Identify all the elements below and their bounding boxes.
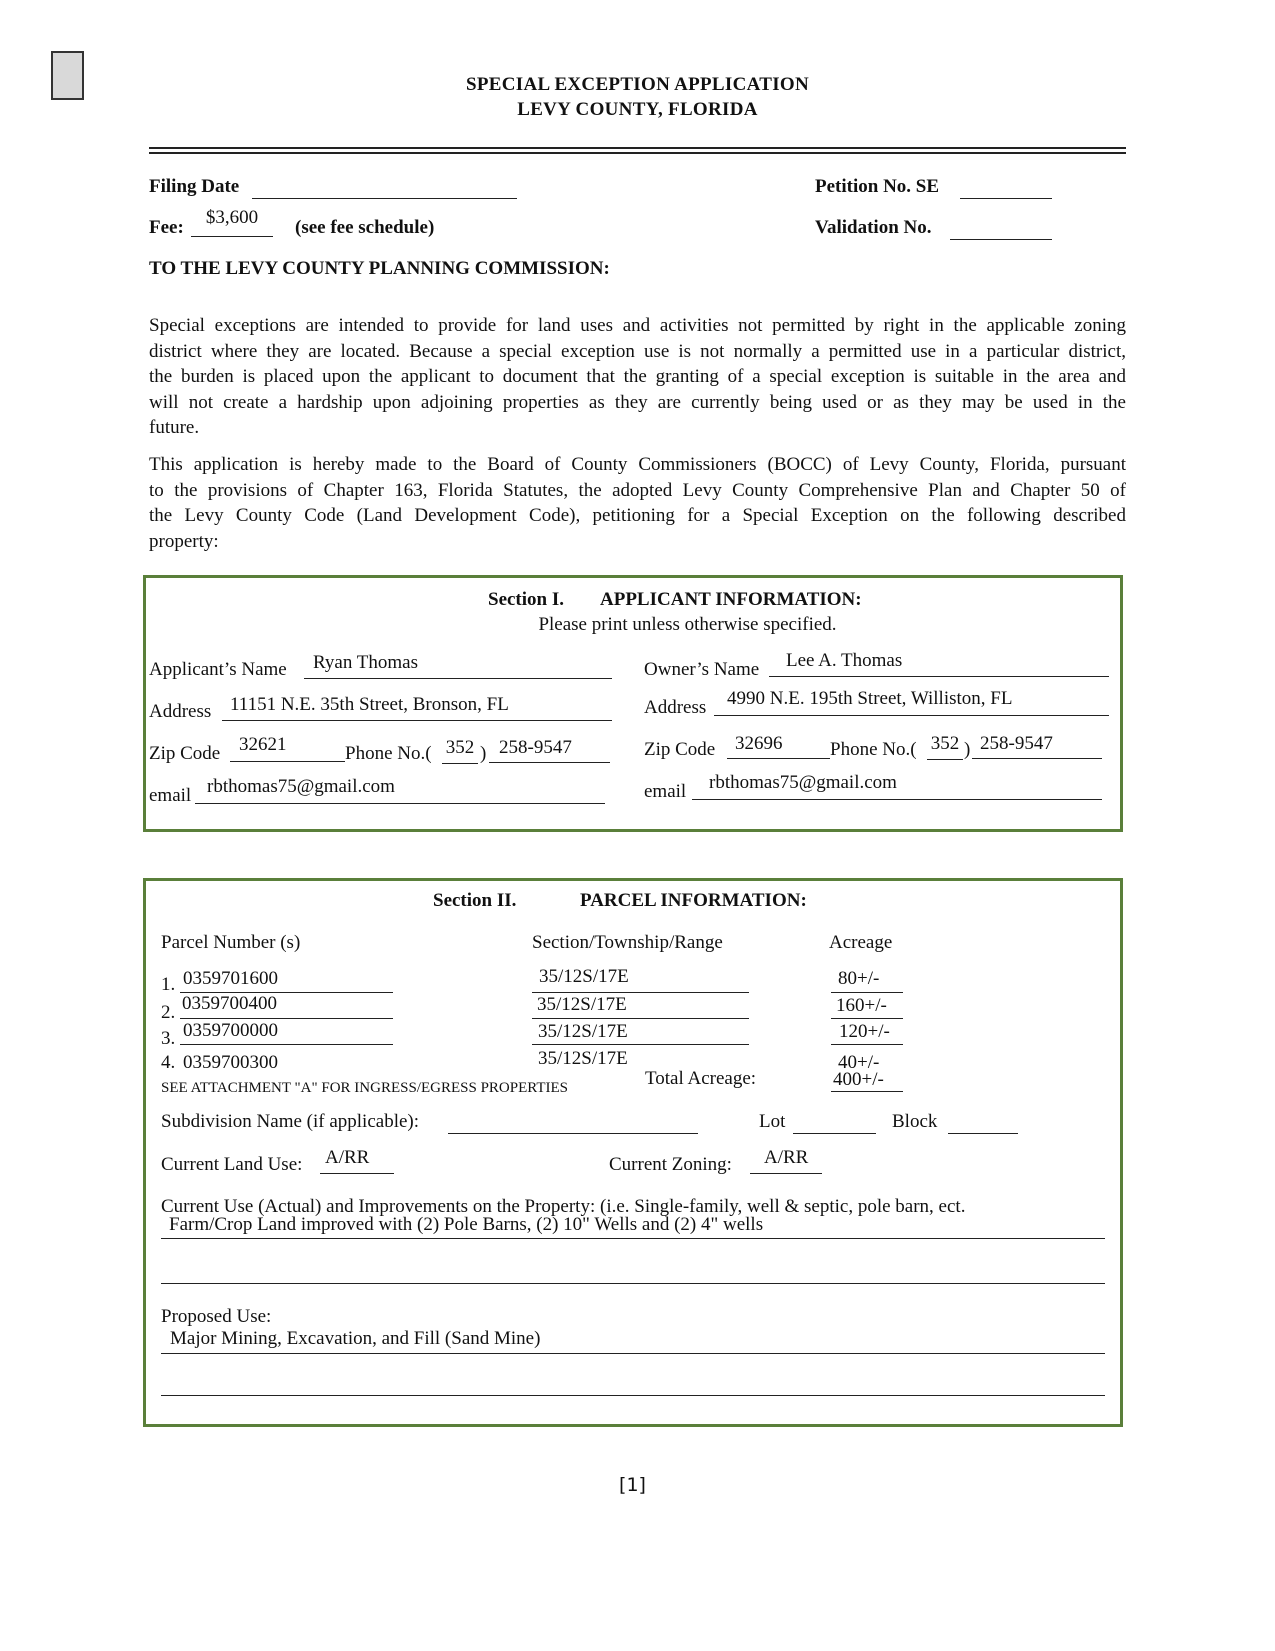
owner-phone-label: Phone No.( <box>830 739 917 760</box>
parcel-acreage-field[interactable]: 160+/- <box>831 995 903 1019</box>
proposed-use-label: Proposed Use: <box>161 1306 272 1327</box>
page-number: [1] <box>619 1474 646 1496</box>
owner-address-label: Address <box>644 697 707 718</box>
current-use-label: Current Use (Actual) and Improvements on the Property: (i.e. Single-family, well & septic, pole barn, ect. <box>161 1196 966 1217</box>
filing-date-label: Filing Date <box>149 176 240 197</box>
intro-paragraph-2 <box>149 452 1126 554</box>
applicant-phone-number-field[interactable]: 258-9547 <box>489 737 610 763</box>
subdivision-label: Subdivision Name (if applicable): <box>161 1111 420 1132</box>
owner-phone-number-field[interactable]: 258-9547 <box>972 733 1102 759</box>
applicant-email-label: email <box>149 785 192 806</box>
proposed-use-line-2[interactable] <box>161 1373 1105 1396</box>
proposed-use-field[interactable]: Major Mining, Excavation, and Fill (Sand Mine) <box>161 1328 1105 1354</box>
section2-title: PARCEL INFORMATION: <box>580 890 807 911</box>
petition-field[interactable] <box>960 176 1052 199</box>
col-parcel-number: Parcel Number (s) <box>161 932 301 953</box>
fee-field[interactable]: $3,600 <box>191 207 273 237</box>
section2-number: Section II. <box>433 890 517 911</box>
section1-title: APPLICANT INFORMATION: <box>600 589 862 610</box>
col-acreage: Acreage <box>829 932 893 953</box>
owner-zip-field[interactable]: 32696 <box>727 733 830 759</box>
section1-subheading: Please print unless otherwise specified. <box>538 614 837 635</box>
intro-line: to the provisions of Chapter 163, Florida Statutes, the adopted Levy County Comprehensive Plan and Chapter 50 of <box>149 479 1126 501</box>
current-use-field[interactable]: Farm/Crop Land improved with (2) Pole Barns, (2) 10" Wells and (2) 4" wells <box>161 1214 1105 1239</box>
fee-label: Fee: <box>149 217 184 238</box>
filing-date-field[interactable] <box>252 176 517 199</box>
applicant-name-field[interactable]: Ryan Thomas <box>304 652 612 679</box>
form-title: SPECIAL EXCEPTION APPLICATION <box>465 74 810 95</box>
applicant-zip-label: Zip Code <box>149 743 221 764</box>
parcel-row-num: 2. <box>161 1002 176 1023</box>
parcel-number-field[interactable]: 0359701600 <box>180 968 393 993</box>
intro-line: will not create a hardship upon adjoining properties as they are currently being used or as they may be used in the <box>149 391 1126 413</box>
block-label: Block <box>892 1111 938 1132</box>
applicant-address-label: Address <box>149 701 212 722</box>
lot-field[interactable] <box>793 1111 876 1134</box>
owner-name-field[interactable]: Lee A. Thomas <box>769 650 1109 677</box>
header-rule-top <box>149 147 1126 149</box>
owner-name-label: Owner’s Name <box>644 659 760 680</box>
parcel-row-num: 4. <box>161 1052 176 1073</box>
col-section-township-range: Section/Township/Range <box>532 932 723 953</box>
intro-paragraph-1 <box>149 313 1126 441</box>
parcel-str-field[interactable]: 35/12S/17E <box>532 994 749 1019</box>
intro-line: the Levy County Code (Land Development Code), petitioning for a Special Exception on the following described <box>149 505 1126 526</box>
intro-line: future. <box>149 417 200 438</box>
parcel-str-field[interactable]: 35/12S/17E <box>538 1048 628 1069</box>
section1-number: Section I. <box>488 589 564 610</box>
total-acreage-label: Total Acreage: <box>645 1068 757 1089</box>
intro-line: property: <box>149 530 219 552</box>
validation-label: Validation No. <box>815 217 932 238</box>
parcel-row-num: 1. <box>161 974 176 995</box>
applicant-phone-close: ) <box>480 743 487 764</box>
addressee-heading: TO THE LEVY COUNTY PLANNING COMMISSION: <box>149 258 610 279</box>
fee-note: (see fee schedule) <box>295 217 435 238</box>
validation-field[interactable] <box>950 217 1052 240</box>
total-acreage-field[interactable]: 400+/- <box>831 1071 903 1092</box>
intro-line: This application is hereby made to the Board of County Commissioners (BOCC) of Levy County, Florida, pursuant <box>149 454 1126 475</box>
parcel-number-field[interactable]: 0359700300 <box>183 1052 278 1073</box>
subdivision-field[interactable] <box>448 1111 698 1134</box>
lot-label: Lot <box>759 1111 786 1132</box>
parcel-str-field[interactable]: 35/12S/17E <box>532 1021 749 1045</box>
applicant-email-field[interactable]: rbthomas75@gmail.com <box>195 776 605 804</box>
applicant-phone-area-field[interactable]: 352 <box>442 737 478 764</box>
intro-line: Special exceptions are intended to provide for land uses and activities not permitted by right in the applicable zoning <box>149 315 1126 336</box>
land-use-field[interactable]: A/RR <box>320 1147 394 1174</box>
parcel-acreage-field[interactable]: 80+/- <box>831 968 903 993</box>
zoning-field[interactable]: A/RR <box>750 1147 822 1174</box>
intro-line: district where they are located. Because a special exception use is not normally a permitted use in a particular district, <box>149 340 1126 362</box>
owner-email-field[interactable]: rbthomas75@gmail.com <box>692 772 1102 800</box>
parcel-row-num: 3. <box>161 1028 176 1049</box>
owner-email-label: email <box>644 781 687 802</box>
owner-address-field[interactable]: 4990 N.E. 195th Street, Williston, FL <box>714 688 1109 716</box>
attachment-note: SEE ATTACHMENT "A" FOR INGRESS/EGRESS PROPERTIES <box>161 1080 569 1096</box>
intro-line: the burden is placed upon the applicant to document that the granting of a special exception is suitable in the area and <box>149 366 1126 387</box>
parcel-acreage-field[interactable]: 120+/- <box>831 1021 903 1045</box>
petition-label: Petition No. SE <box>815 176 940 197</box>
owner-phone-close: ) <box>964 739 971 760</box>
applicant-address-field[interactable]: 11151 N.E. 35th Street, Bronson, FL <box>222 694 612 721</box>
owner-phone-area-field[interactable]: 352 <box>927 733 963 760</box>
parcel-str-field[interactable]: 35/12S/17E <box>532 966 749 993</box>
land-use-label: Current Land Use: <box>161 1154 303 1175</box>
applicant-phone-label: Phone No.( <box>345 743 432 764</box>
parcel-acreage-field[interactable]: 40+/- <box>838 1052 880 1073</box>
form-subtitle: LEVY COUNTY, FLORIDA <box>517 99 758 120</box>
parcel-number-field[interactable]: 0359700400 <box>180 993 393 1019</box>
block-field[interactable] <box>948 1111 1018 1134</box>
applicant-name-label: Applicant’s Name <box>149 659 287 680</box>
applicant-zip-field[interactable]: 32621 <box>230 734 345 762</box>
header-rule-bottom <box>149 152 1126 154</box>
current-use-line-2[interactable] <box>161 1261 1105 1284</box>
owner-zip-label: Zip Code <box>644 739 716 760</box>
parcel-number-field[interactable]: 0359700000 <box>180 1020 393 1045</box>
zoning-label: Current Zoning: <box>609 1154 732 1175</box>
